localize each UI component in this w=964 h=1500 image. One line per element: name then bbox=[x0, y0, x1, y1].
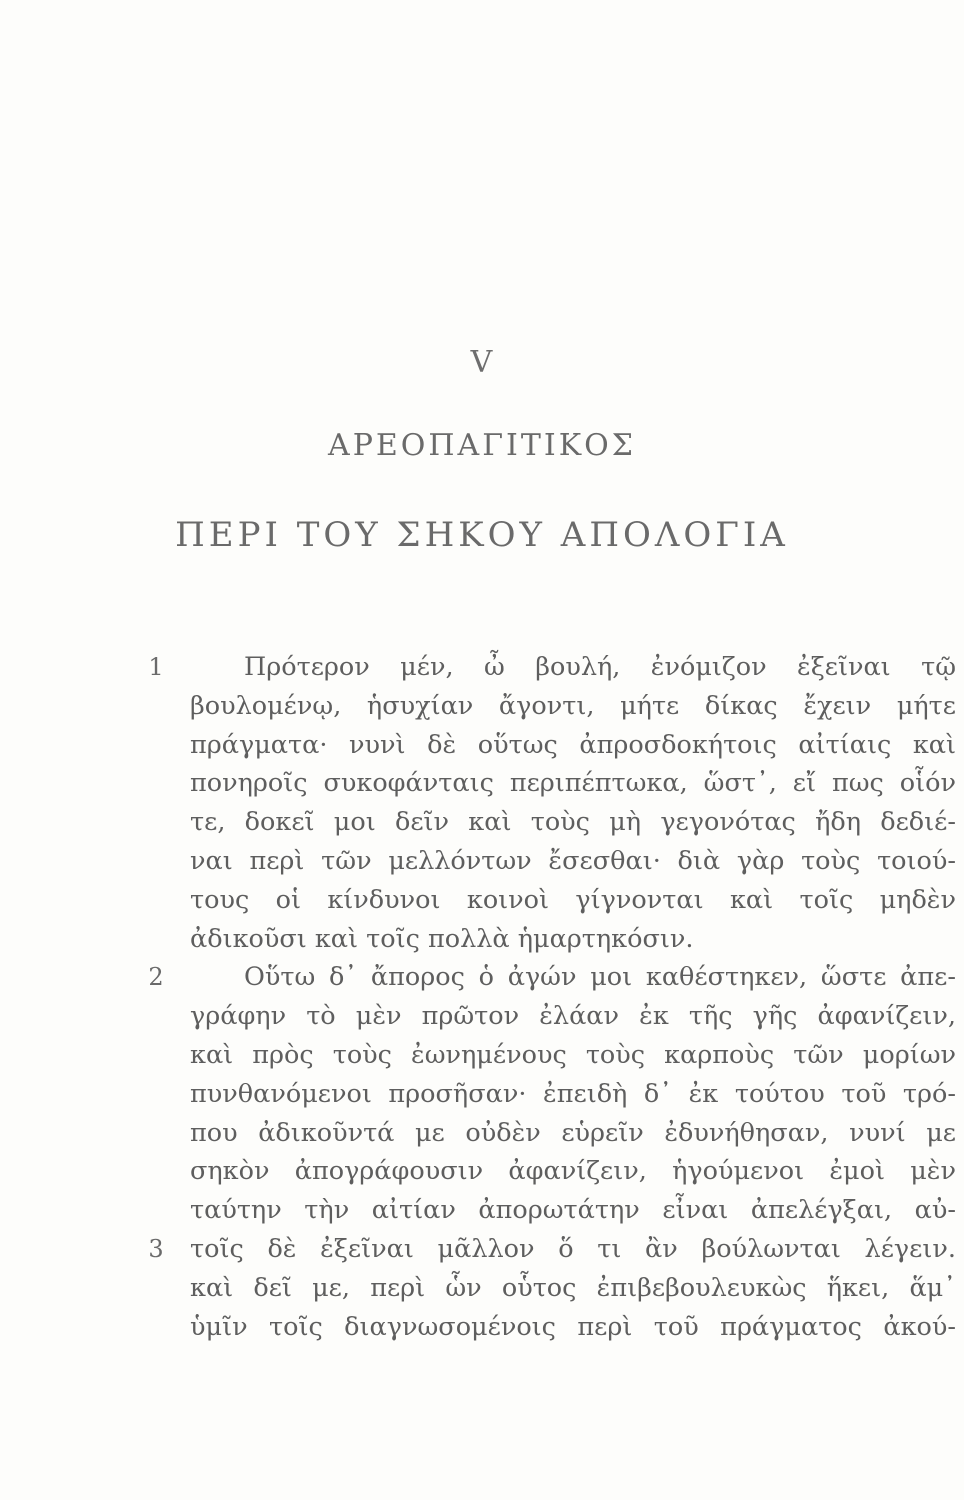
line-text: σηκὸν ἀπογράφουσιν ἀφανίζειν, ἡγούμενοι ἐμοὶ μὲν bbox=[190, 1156, 956, 1187]
line-text: που ἀδικοῦντά με οὐδὲν εὑρεῖν ἐδυνήθησαν, νυνί με bbox=[190, 1117, 956, 1148]
line-text: γράφην τὸ μὲν πρῶτον ἐλάαν ἐκ τῆς γῆς ἀφανίζειν, bbox=[190, 1001, 956, 1032]
line-text: πράγματα· νυνὶ δὲ οὕτως ἀπροσδοκήτοις αἰτίαις καὶ bbox=[190, 729, 956, 760]
text-line bbox=[148, 648, 962, 687]
line-text: ἀδικοῦσι καὶ τοῖς πολλὰ ἡμαρτηκόσιν. bbox=[190, 923, 694, 954]
line-text: τε, δοκεῖ μοι δεῖν καὶ τοὺς μὴ γεγονότας ἤδη δεδιέ- bbox=[190, 807, 956, 838]
text-line bbox=[190, 1191, 962, 1230]
text-line bbox=[190, 1036, 962, 1075]
section-number: 1 bbox=[148, 653, 164, 681]
line-text: Πρότερον μέν, ὦ βουλή, ἐνόμιζον ἐξεῖναι τῷ bbox=[244, 652, 956, 682]
speech-title: ΑΡΕΟΠΑΓΙΤΙΚΟΣ bbox=[328, 428, 636, 463]
line-text: ὑμῖν τοῖς διαγνωσομένοις περὶ τοῦ πράγματος ἀκού- bbox=[190, 1311, 956, 1342]
text-line bbox=[190, 920, 962, 959]
text-line bbox=[190, 1269, 962, 1308]
line-text: καὶ δεῖ με, περὶ ὧν οὗτος ἐπιβεβουλευκὼς ἥκει, ἅμ᾽ bbox=[190, 1272, 956, 1303]
text-line bbox=[190, 881, 962, 920]
line-text: πυνθανόμενοι προσῆσαν· ἐπειδὴ δ᾽ ἐκ τούτου τοῦ τρό- bbox=[190, 1078, 956, 1109]
section-number: 3 bbox=[148, 1234, 164, 1263]
text-line bbox=[190, 1152, 962, 1191]
text-line bbox=[190, 1308, 962, 1347]
text-line bbox=[190, 687, 962, 726]
text-line bbox=[190, 726, 962, 765]
text-line bbox=[148, 958, 962, 997]
line-text: καὶ πρὸς τοὺς ἐωνημένους τοὺς καρποὺς τῶν μορίων bbox=[190, 1039, 956, 1070]
text-line bbox=[190, 1114, 962, 1153]
text-line bbox=[190, 764, 962, 803]
line-text: Οὕτω δ᾽ ἄπορος ὁ ἀγών μοι καθέστηκεν, ὥστε ἀπε- bbox=[244, 962, 956, 993]
text-line bbox=[190, 1075, 962, 1114]
text-line bbox=[190, 803, 962, 842]
body-text bbox=[148, 648, 962, 1346]
chapter-numeral: V bbox=[470, 345, 494, 380]
text-line bbox=[148, 1230, 962, 1269]
line-text: ταύτην τὴν αἰτίαν ἀπορωτάτην εἶναι ἀπελέγξαι, αὐ- bbox=[190, 1195, 956, 1226]
line-text: πονηροῖς συκοφάνταις περιπέπτωκα, ὥστ᾽, εἴ πως οἷόν bbox=[190, 768, 956, 799]
speech-subtitle: ΠΕΡΙ ΤΟΥ ΣΗΚΟΥ ΑΠΟΛΟΓΙΑ bbox=[175, 515, 789, 555]
line-text: ναι περὶ τῶν μελλόντων ἔσεσθαι· διὰ γὰρ τοὺς τοιού- bbox=[190, 845, 956, 876]
line-text: τοῖς δὲ ἐξεῖναι μᾶλλον ὅ τι ἂν βούλωνται λέγειν. bbox=[190, 1233, 956, 1264]
line-text: τους οἱ κίνδυνοι κοινοὶ γίγνονται καὶ τοῖς μηδὲν bbox=[190, 884, 956, 915]
text-line bbox=[190, 842, 962, 881]
line-text: βουλομένῳ, ἡσυχίαν ἄγοντι, μήτε δίκας ἔχειν μήτε bbox=[190, 690, 956, 721]
text-line bbox=[190, 997, 962, 1036]
section-number: 2 bbox=[148, 963, 164, 992]
